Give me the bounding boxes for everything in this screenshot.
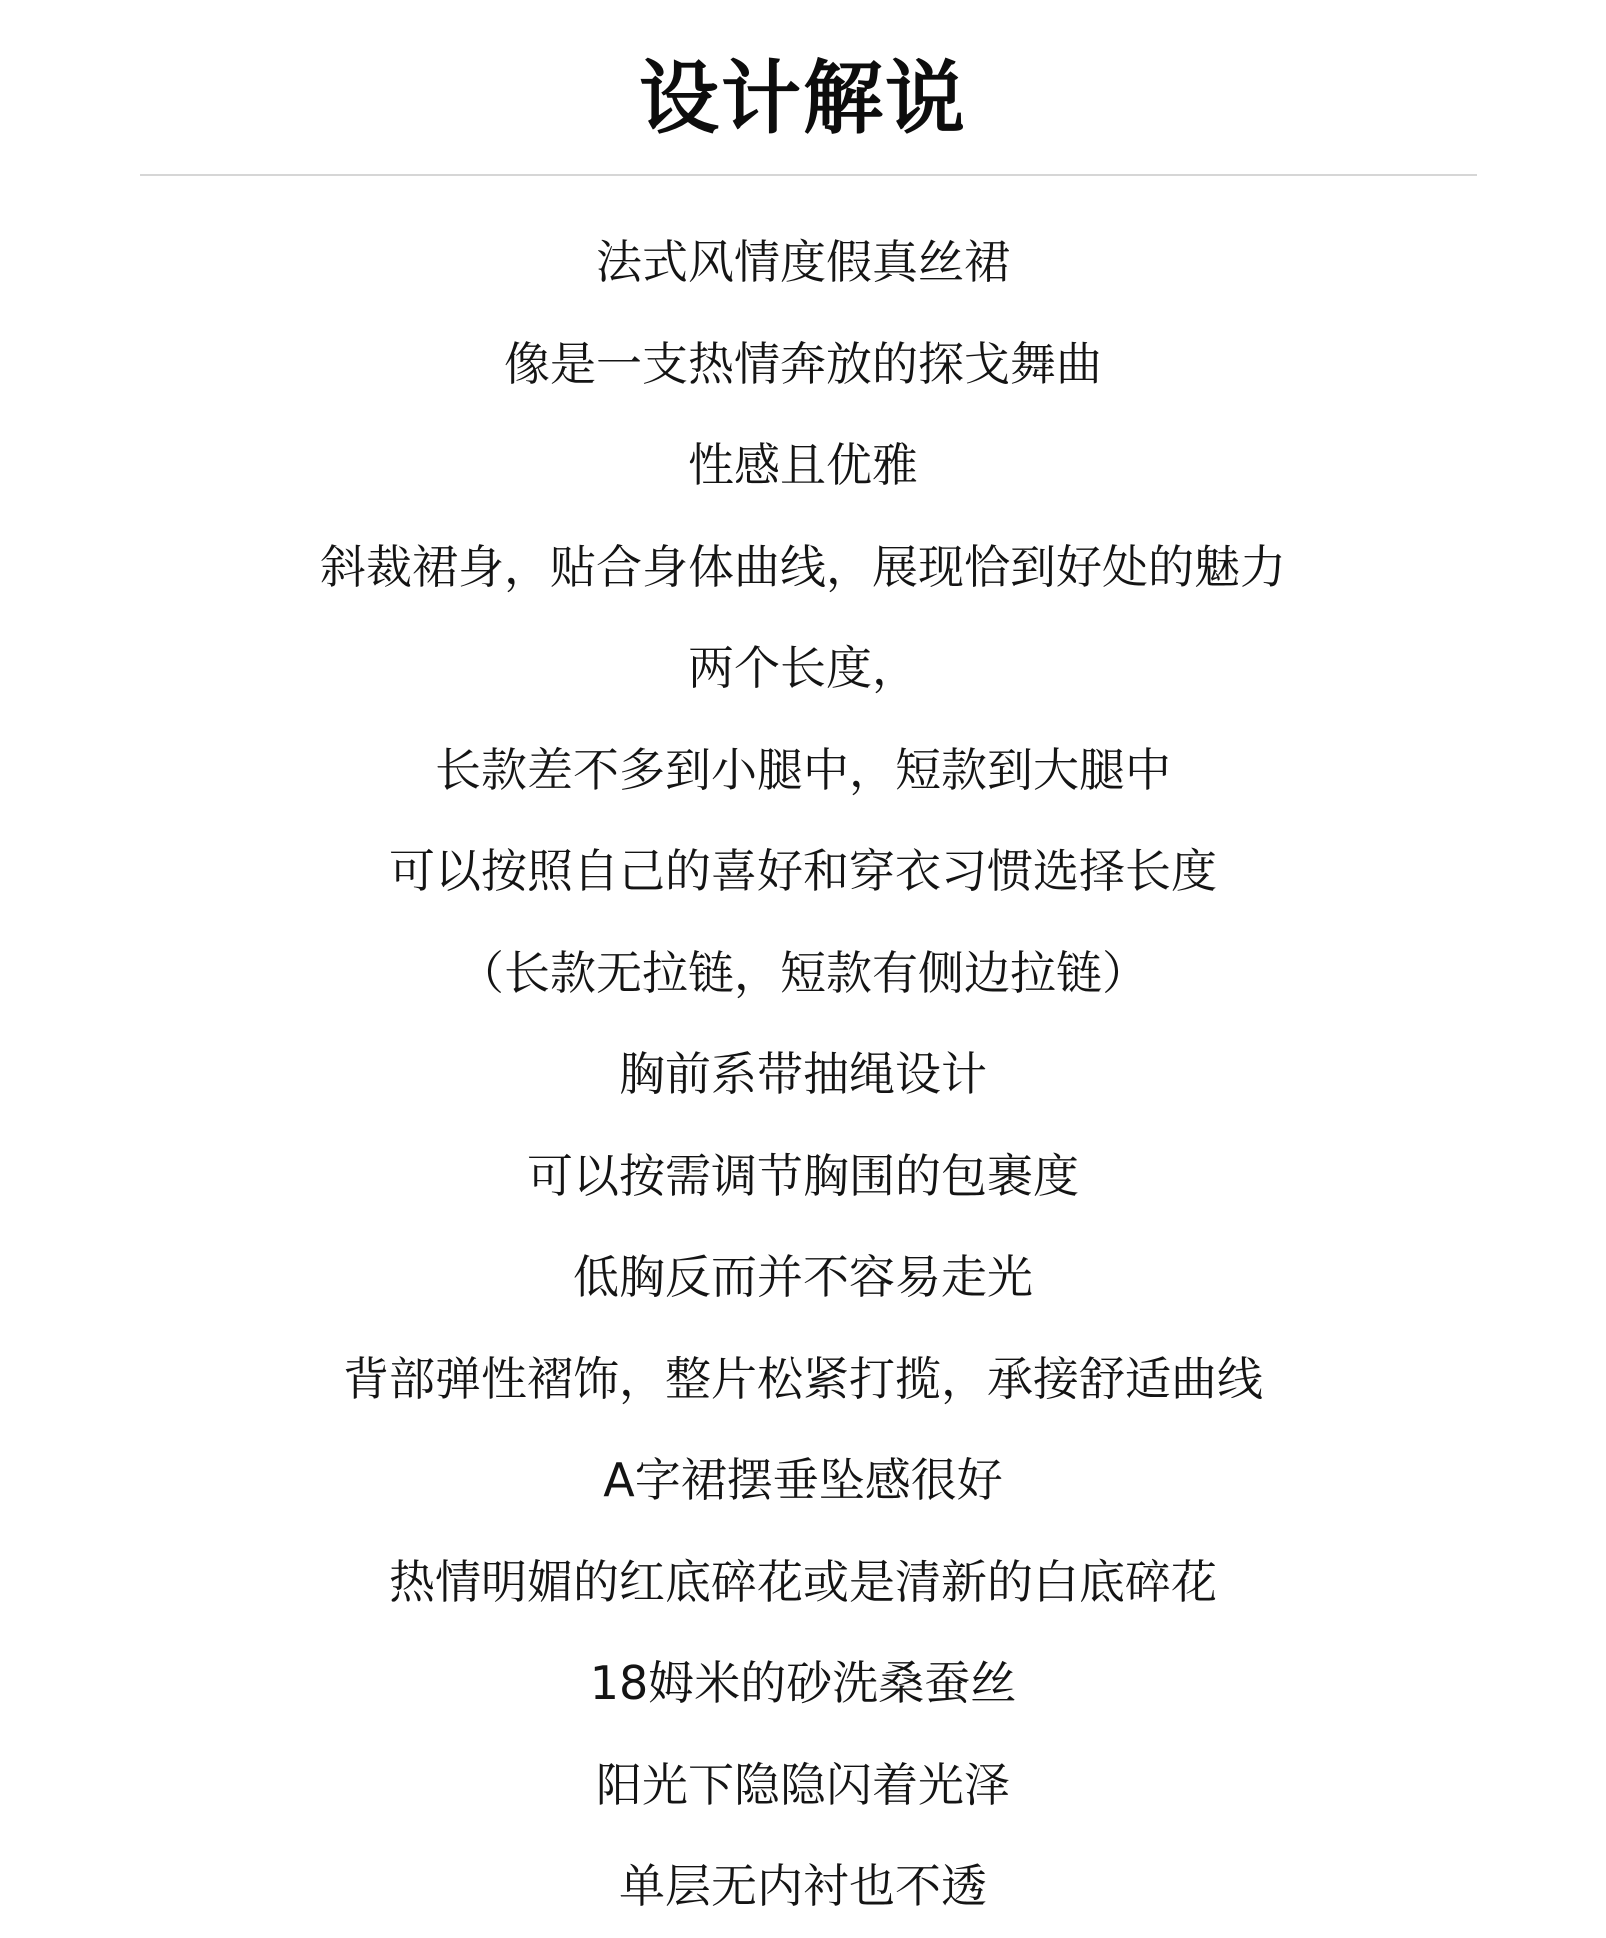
description-line: 可以按需调节胸围的包裹度 [527,1148,1079,1203]
title-divider [140,174,1477,176]
description-list [0,212,1606,1938]
description-line: 胸前系带抽绳设计 [619,1047,987,1101]
description-line: 背部弹性褶饰，整片松紧打揽，承接舒适曲线 [343,1351,1263,1406]
description-line: 性感且优雅 [688,438,918,492]
description-line: （长款无拉链，短款有侧边拉链） [458,945,1148,1000]
description-line: 单层无内衬也不透 [619,1859,987,1913]
description-line: 18姆米的砂洗桑蚕丝 [589,1656,1017,1710]
page-title: 设计解说 [639,52,967,145]
description-line: 长款差不多到小腿中，短款到大腿中 [435,742,1171,797]
description-line: 两个长度， [688,641,918,695]
description-line: 热情明媚的红底碎花或是清新的白底碎花 [389,1554,1217,1609]
description-line: 像是一支热情奔放的探戈舞曲 [504,336,1102,391]
description-line: 斜裁裙身，贴合身体曲线，展现恰到好处的魅力 [320,539,1286,594]
description-line: 可以按照自己的喜好和穿衣习惯选择长度 [389,844,1217,898]
description-line: A字裙摆垂坠感很好 [603,1453,1003,1507]
description-line: 阳光下隐隐闪着光泽 [596,1757,1010,1812]
description-line: 法式风情度假真丝裙 [596,235,1010,289]
description-line: 低胸反而并不容易走光 [573,1250,1033,1304]
